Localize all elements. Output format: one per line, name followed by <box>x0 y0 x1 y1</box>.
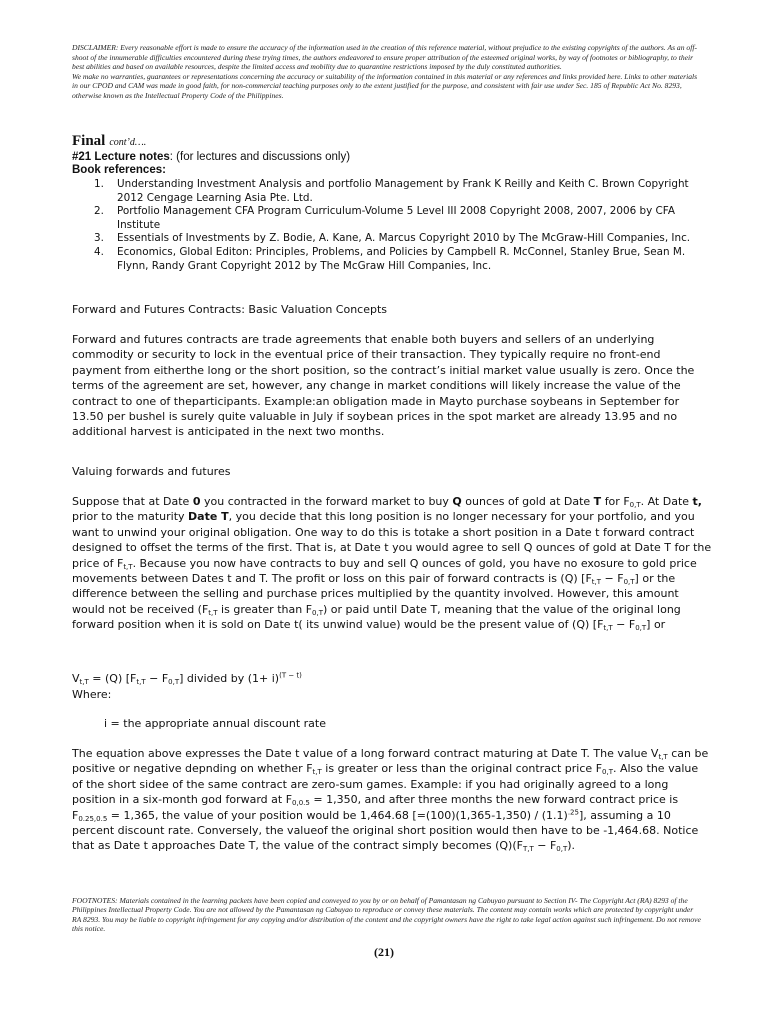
reference-item <box>72 232 712 246</box>
lecture-notes-label: #21 Lecture notes <box>72 151 170 163</box>
final-heading <box>72 133 146 150</box>
reference-number: 3. <box>94 232 104 245</box>
discount-rate-definition: i = the appropriate annual discount rate <box>104 717 327 730</box>
references-list <box>72 178 712 273</box>
reference-item <box>72 205 712 232</box>
footnote: FOOTNOTES: Materials contained in the learning packets have been copied and conveyed to you by or on behalf of Pamantasan ng Cabuyao pursuant to Section IV- The Copyright Act (RA) 8293 of the Philippines Intellectual Property Code. You are not allowed by the Pamantasan ng Cabuyao to reproduce or convey these materials. The content may contain works which are protected by copyright under RA 8293. You may be liable to copyright infringement for any copying and/or distribution of the content and the copyright owners have the right to take legal action against such infringement. Do not remove this notice. <box>72 896 701 934</box>
page-number: (21) <box>374 945 394 959</box>
section-body-explanation: The equation above expresses the Date t value of a long forward contract maturing at Date T. The value $V_{t,T}$ can be positive or negative depnding on whether $F_{t,T}$ is greater or less than the original contract price $F_{0,T}$. Also the value of the short sidee of the same contract are zero-sum games. Example: if you had originally agreed to a long position in a six-month god forward at $F_{0,0.5} = 1,350$, and after three months the new forward contract price is $F_{0.25,0.5} = 1,365$, the value of your position would be 1,464.68 $[=(100)(1,365-1,350) / (1.1)^{.25}]$, assuming a 10 percent discount rate. Conversely, the valueof the original short position would then have to be -1,464.68. Notice that as Date t approaches Date T, the value of the contract simply becomes $(Q)(F_{T,T} - F_{0,T})$. <box>72 747 709 854</box>
disclaimer-paragraph-2: We make no warranties, guarantees or representations concerning the accuracy or suitability of the information contained in this material or any references and links provided here. Links to other materials in our CPOD and CAM was made in good faith, for non-commercial teaching purposes only to the extent justified for the purpose, and consistent with fair use under Sec. 185 of Republic Act No. 8293, otherwise known as the Intellectual Property Code of the Philippines. <box>72 71 698 100</box>
section-title-forward-futures: Forward and Futures Contracts: Basic Valuation Concepts <box>72 303 388 316</box>
section-title-valuing: Valuing forwards and futures <box>72 465 231 478</box>
contd-label: cont’d…. <box>109 137 147 148</box>
section-body-forward-futures: Forward and futures contracts are trade agreements that enable both buyers and sellers of an underlying commodity or security to lock in the eventual price of their transaction. They typically require no front-end payment from eitherthe long or the short position, so the contract’s initial market value usually is zero. Once the terms of the agreement are set, however, any change in market conditions will likely increase the value of the contract to one of theparticipants. Example:an obligation made in Mayto purchase soybeans in September for 13.50 per bushel is surely quite valuable in July if soybean prices in the spot market are already 13.95 and no additional harvest is anticipated in the next two months. <box>72 333 695 439</box>
reference-number: 4. <box>94 245 104 258</box>
reference-number: 2. <box>94 205 104 218</box>
reference-text: Understanding Investment Analysis and portfolio Management by Frank K Reilly and Keith C. Brown Copyright 2012 Cengage Learning Asia Pte. Ltd. <box>117 178 689 204</box>
reference-number: 1. <box>94 178 104 190</box>
final-label: Final <box>72 133 106 149</box>
disclaimer <box>72 43 702 101</box>
lecture-notes-line <box>72 151 350 163</box>
disclaimer-paragraph-1: DISCLAIMER: Every reasonable effort is made to ensure the accuracy of the information used in the creation of this reference material, without prejudice to the existing copyrights of the authors. As an off-shoot of the innumerable difficulties encountered during these trying times, the authors endeavored to ensure proper attribution of the esteemed original works, by way of footnotes or bibliography, to their best abilities and based on available resources, despite the limited access and mobility due to quarantine restrictions imposed by the duly constituted authorities. <box>72 43 697 72</box>
valuation-formula: $V_{t,T} = (Q) [F_{t,T} - F_{0,T}]$ divided by $(1+ i)^{(T - t)}$ <box>72 671 302 686</box>
reference-text: Economics, Global Editon: Principles, Problems, and Policies by Campbell R. McConnel, Stanley Brue, Sean M. Flynn, Randy Grant Copyright 2012 by The McGraw Hill Companies, Inc. <box>117 245 686 272</box>
reference-item <box>72 246 712 273</box>
reference-text: Portfolio Management CFA Program Curriculum-Volume 5 Level III 2008 Copyright 2008, 2007, 2006 by CFA Institute <box>117 205 675 231</box>
lecture-notes-note: : (for lectures and discussions only) <box>169 151 351 163</box>
where-label: Where: <box>72 688 112 701</box>
book-references-heading: Book references: <box>72 164 166 176</box>
section-body-valuing: Suppose that at Date 0 you contracted in the forward market to buy Q ounces of gold at Date T for $F_{0,T}$. At Date t, prior to the maturity Date T, you decide that this long position is no longer necessary for your portfolio, and you want to unwind your original obligation. One way to do this is totake a short position in a Date t forward contract designed to offset the terms of the first. That is, at Date t you would agree to sell Q ounces of gold at Date T for the price of $F_{t,T}$. Because you now have contracts to buy and sell Q ounces of gold, you have no exosure to gold price movements between Dates t and T. The profit or loss on this pair of forward contracts is (Q) $[F_{t,T} - F_{0,T}]$ or the difference between the selling and purchase prices multiplied by the quantity involved. However, this amount would not be received ($F_{t,T}$ is greater than $F_{0,T}$) or paid until Date T, meaning that the value of the original long forward position when it is sold on Date t( its unwind value) would be the present value of (Q) $[F_{t,T} - F_{0,T}]$ or <box>72 495 712 633</box>
reference-item <box>72 178 712 205</box>
reference-text: Essentials of Investments by Z. Bodie, A. Kane, A. Marcus Copyright 2010 by The McGraw-Hill Companies, Inc. <box>117 232 691 245</box>
